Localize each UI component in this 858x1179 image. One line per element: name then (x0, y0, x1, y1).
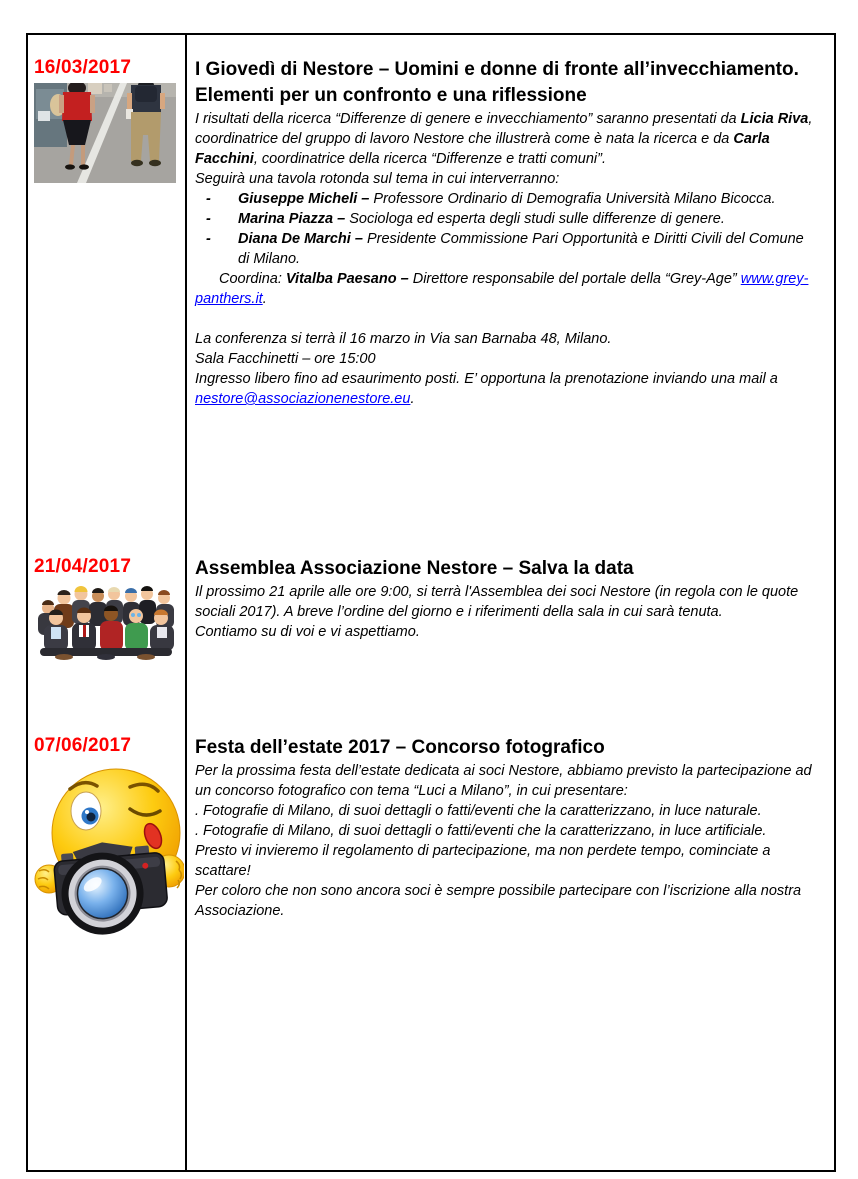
speaker-text (238, 209, 818, 229)
bold-text: Diana De Marchi – (238, 231, 367, 247)
text-run: Sociologa ed esperta degli studi sulle differenze di genere. (349, 211, 725, 227)
event-paragraph-intro (195, 109, 818, 169)
bold-text: Giuseppe Micheli – (238, 191, 374, 207)
event-paragraph: Contiamo su di voi e vi aspettiamo. (195, 624, 420, 640)
event-paragraph-lead: Seguirà una tavola rotonda sul tema in cui interverranno: (195, 171, 560, 187)
event-date: 16/03/2017 (34, 57, 132, 78)
photographer-emoji (34, 757, 184, 942)
newsletter-table (26, 33, 836, 1172)
blank-line (195, 309, 818, 329)
event-date-cell (28, 547, 187, 715)
speaker-text (238, 189, 818, 209)
speakers-list (195, 189, 818, 269)
text-run: , coordinatrice del gruppo di lavoro Nestore che illustrerà come è nata la ricerca e da (195, 111, 813, 147)
bold-text: Marina Piazza – (238, 211, 350, 227)
event-title: Festa dell’estate 2017 – Concorso fotografico (195, 737, 605, 758)
event-title: Assemblea Associazione Nestore – Salva la data (195, 558, 634, 579)
text-run: . (410, 391, 415, 407)
bullet-dash: - (206, 191, 211, 207)
event-paragraph-coordinator (195, 269, 818, 309)
audience-clipart (34, 582, 180, 660)
bullet-dash: - (206, 231, 211, 247)
event-row-assemblea (28, 547, 834, 715)
event-body-cell (187, 715, 834, 1170)
bullet-dash: - (206, 211, 211, 227)
speaker-item (195, 189, 818, 209)
speaker-item (195, 209, 818, 229)
speaker-text (238, 229, 818, 269)
event-paragraph: . Fotografie di Milano, di suoi dettagli o fatti/eventi che la caratterizzano, in luce artificiale. (195, 823, 767, 839)
text-run: . (262, 291, 267, 307)
event-date-cell (28, 715, 187, 1170)
event-paragraph-venue: La conferenza si terrà il 16 marzo in Via san Barnaba 48, Milano. (195, 331, 612, 347)
event-paragraph: Per coloro che non sono ancora soci è sempre possibile partecipare con l’iscrizione alla nostra Associazione. (195, 883, 802, 919)
text-run: Ingresso libero fino ad esaurimento posti. E’ opportuna la prenotazione inviando una mail a (195, 371, 778, 387)
event-paragraph-admission (195, 369, 818, 409)
event-date: 07/06/2017 (34, 735, 132, 756)
event-paragraph: Per la prossima festa dell’estate dedicata ai soci Nestore, abbiamo previsto la partecipazione ad un concorso fotografico con tema “Luci a Milano”, in cui presentare: (195, 763, 812, 799)
text-run: Presidente Commissione Pari Opportunità e Diritti Civili del Comune di Milano. (238, 231, 804, 267)
event-title: I Giovedì di Nestore – Uomini e donne di fronte all’invecchiamento. Elementi per un confronto e una riflessione (195, 59, 799, 106)
event-paragraph-room-time: Sala Facchinetti – ore 15:00 (195, 351, 376, 367)
street-walkers-photo (34, 83, 176, 183)
event-date-cell (28, 35, 187, 547)
bold-text: Licia Riva (740, 111, 809, 127)
event-paragraph: Il prossimo 21 aprile alle ore 9:00, si terrà l'Assemblea dei soci Nestore (in regola con le quote sociali 2017). A breve l’ordine del giorno e i riferimenti della sala in cui sarà tenuta. (195, 584, 799, 620)
nestore-email-link[interactable]: nestore@associazionenestore.eu (195, 391, 411, 407)
grey-panthers-link[interactable]: www.grey-panthers.it (195, 271, 809, 307)
speaker-item (195, 229, 818, 269)
event-date: 21/04/2017 (34, 556, 132, 577)
event-paragraph: Presto vi invieremo il regolamento di partecipazione, ma non perdete tempo, cominciate a scattare! (195, 843, 771, 879)
text-run: Professore Ordinario di Demografia Università Milano Bicocca. (373, 191, 776, 207)
text-run: , coordinatrice della ricerca “Differenze e tratti comuni”. (253, 151, 606, 167)
text-run: Direttore responsabile del portale della “Grey-Age” (412, 271, 741, 287)
event-paragraph: . Fotografie di Milano, di suoi dettagli o fatti/eventi che la caratterizzano, in luce naturale. (195, 803, 762, 819)
event-row-festa-estate (28, 715, 834, 1170)
event-body-cell (187, 35, 834, 547)
event-body-cell (187, 547, 834, 715)
bold-text: Vitalba Paesano – (285, 271, 413, 287)
event-row-giovedi-nestore (28, 35, 834, 547)
text-run: I risultati della ricerca “Differenze di genere e invecchiamento” saranno presentati da (195, 111, 741, 127)
text-run: Coordina: (219, 271, 286, 287)
bold-text: Carla Facchini (195, 131, 770, 167)
